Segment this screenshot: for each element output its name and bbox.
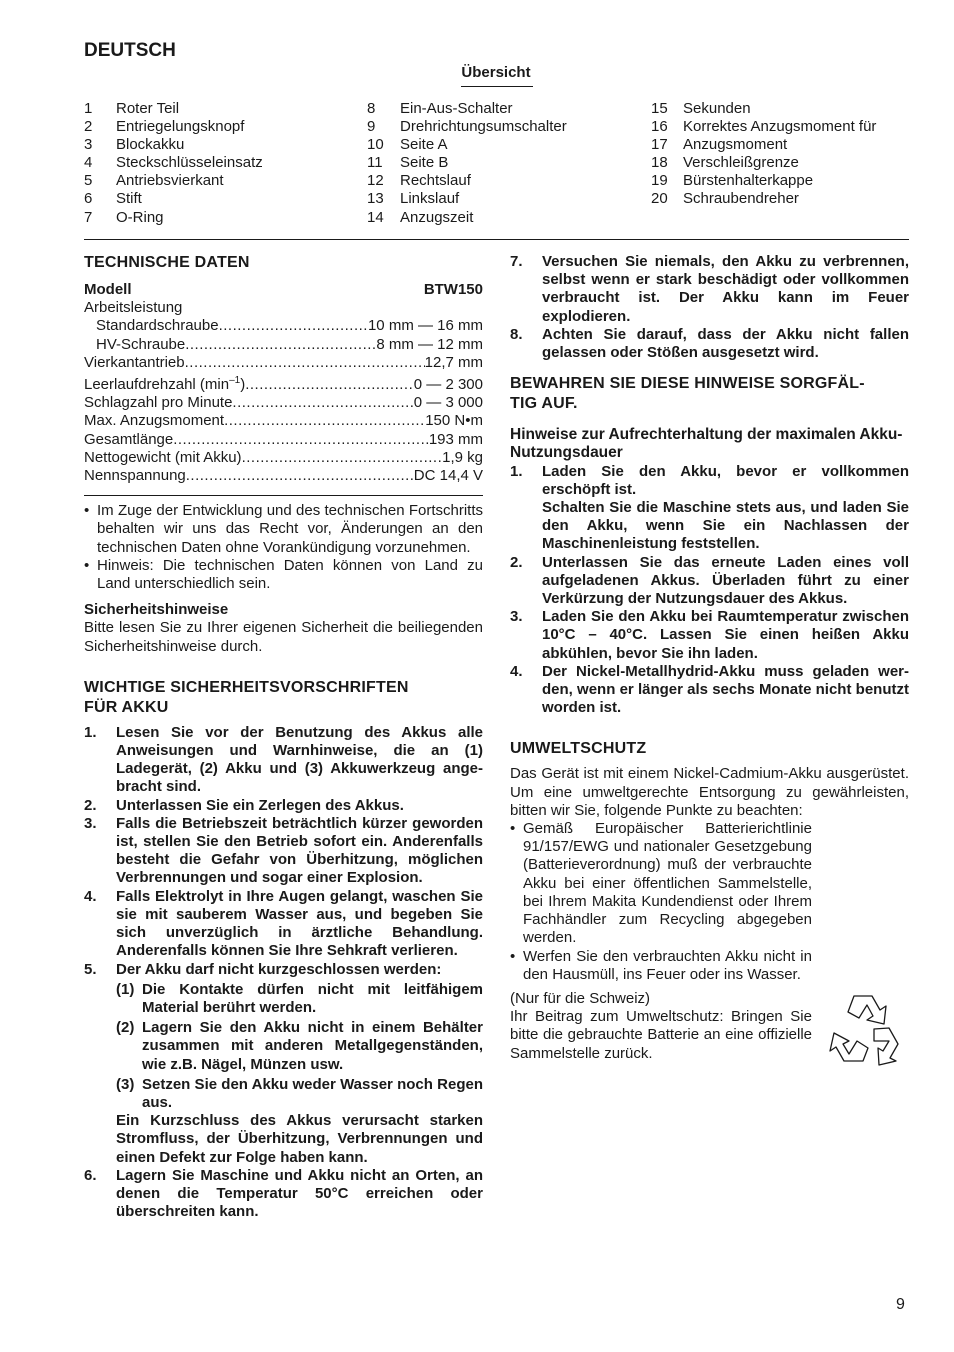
spec-value: 193 mm: [428, 430, 483, 448]
legend-item-number: 9: [367, 118, 376, 136]
sub-list-item: [84, 981, 483, 1017]
overview-title-text: Übersicht: [461, 64, 532, 87]
legend-item-number: 7: [84, 208, 93, 226]
legend-item-label: Roter Teil: [116, 100, 180, 117]
lifetime-heading: Hinweise zur Aufrechterhaltung der maximalen Akku-Nutzungsdauer: [510, 426, 903, 462]
sub-list-item-number: (1): [116, 980, 135, 998]
legend-item: [651, 190, 876, 208]
battery-rules-list: [84, 724, 483, 979]
list-item: [84, 888, 483, 961]
list-item-text: Laden Sie den Akku bei Raumtemperatur zwischen 10°C – 40°C. Lassen Sie einen heißen Akku abkühlen, bevor Sie ihn laden.: [542, 608, 909, 662]
overview-title: [0, 64, 954, 87]
list-item-text: Werfen Sie den verbrauchten Akku nicht in den Hausmüll, ins Feuer oder ins Wasser.: [523, 947, 812, 983]
spec-label-text: Gesamtlänge: [84, 430, 174, 448]
swiss-note: (Nur für die Schweiz): [510, 989, 651, 1007]
legend-item-number: 19: [651, 172, 668, 190]
spec-label: [84, 449, 242, 467]
spec-label: [84, 354, 185, 372]
safety-text: Bitte lesen Sie zu Ihrer eigenen Sicherheit die beiliegenden Sicherheitshinweise durch.: [84, 619, 483, 655]
list-item: [510, 948, 812, 984]
section-divider: [84, 239, 909, 240]
list-item-body: [542, 663, 909, 718]
model-value: BTW150: [423, 281, 483, 298]
legend-item: [84, 136, 263, 154]
legend-item-number: 8: [367, 100, 376, 117]
battery-rules-heading-line1: WICHTIGE SICHERHEITSVORSCHRIFTEN: [84, 678, 409, 696]
legend-item-label: Seite A: [400, 136, 448, 154]
legend-item-label: Ein-Aus-Schalter: [400, 100, 513, 117]
short-circuit-note: Ein Kurzschluss des Akkus verursacht starken Stromfluss, der Überhitzung, Verbrennungen und einen Defekt zur Folge haben kann.: [116, 1112, 483, 1166]
spec-label: [96, 317, 219, 335]
list-item: [510, 663, 909, 718]
legend-item: [651, 118, 876, 136]
list-item-number: 1.: [84, 723, 97, 741]
bullet-icon: •: [84, 556, 90, 574]
spec-value: DC 14,4 V: [413, 467, 483, 485]
legend-item: [367, 154, 567, 172]
legend-item-number: 15: [651, 100, 668, 117]
spec-value: 0 — 3 000: [413, 394, 483, 412]
legend-item-number: 13: [367, 190, 384, 208]
sub-list-item-text: Lagern Sie den Akku nicht in einem Behälter zusammen mit anderen Metallgegenständen, wie z.B. Nägel, Münzen usw.: [142, 1019, 483, 1073]
legend-item-label: Korrektes Anzugsmoment für: [683, 118, 877, 136]
spec-label-text: Nettogewicht (mit Akku): [84, 448, 242, 466]
legend-item: [84, 172, 263, 190]
list-item: [84, 815, 483, 888]
spec-row: [84, 412, 483, 430]
list-item-text: Hinweis: Die technischen Daten können von Land zu Land unterschiedlich sein.: [97, 556, 483, 593]
spec-leader-dots: [186, 467, 414, 485]
legend-item-number: 12: [367, 172, 384, 190]
list-item: [510, 253, 909, 326]
legend-item-label: Stift: [116, 190, 142, 208]
recycling-icon: [826, 990, 906, 1066]
legend-item: [84, 100, 263, 118]
legend-item-number: 4: [84, 154, 93, 172]
spec-value: 8 mm — 12 mm: [376, 335, 483, 353]
list-item-number: 5.: [84, 960, 97, 978]
left-column: [84, 253, 483, 1221]
legend-item-label: Rechtslauf: [400, 172, 471, 190]
legend-item-number: 10: [367, 136, 384, 154]
page-number: 9: [896, 1296, 905, 1313]
list-item-text: Lagern Sie Maschine und Akku nicht an Orten, an denen die Temperatur 50°C erreichen oder überschreiten kann.: [116, 1166, 483, 1221]
spec-label: [84, 412, 224, 430]
list-item: [84, 724, 483, 797]
legend-item-label: Sekunden: [683, 100, 751, 117]
legend-column-2: [367, 100, 567, 227]
spec-value: 150 N•m: [425, 412, 483, 430]
battery-rules-heading-line2: FÜR AKKU: [84, 698, 169, 716]
legend-item-number: 2: [84, 118, 93, 136]
spec-label-text: Max. Anzugsmoment: [84, 412, 225, 430]
list-item-number: 8.: [510, 325, 523, 343]
lifetime-list: [510, 463, 909, 718]
legend-item-label: Blockakku: [116, 136, 185, 154]
spec-label-superscript: –1: [229, 375, 241, 387]
legend-item-label: Drehrichtungsumschalter: [400, 118, 567, 136]
list-item-body: [542, 608, 909, 663]
list-item-text: Unterlassen Sie ein Zerlegen des Akkus.: [116, 796, 404, 814]
list-item: [510, 820, 812, 947]
model-row: [84, 281, 483, 299]
list-item-text: Falls Elektrolyt in Ihre Augen gelangt, waschen Sie sie mit sauberem Wasser aus, und begeben Sie sich unverzüglich in ärztliche Behandlung. Anderenfalls können Sie Ihre Sehkraft verlieren.: [116, 887, 483, 960]
legend-column-3: [651, 100, 876, 209]
list-item-text: Laden Sie den Akku, bevor er vollkommen erschöpft ist.: [542, 462, 909, 498]
sub-list-item-text: Setzen Sie den Akku weder Wasser noch Regen aus.: [142, 1075, 483, 1111]
legend-item-label: O-Ring: [116, 208, 164, 226]
list-item: [510, 554, 909, 609]
spec-row: [84, 336, 483, 354]
list-item-number: 6.: [84, 1166, 97, 1184]
spec-leader-dots: [224, 412, 425, 430]
legend-item-label: Anzugsmoment: [683, 136, 788, 154]
list-item-number: 2.: [510, 553, 523, 571]
spec-label: [84, 372, 245, 394]
spec-row: [84, 431, 483, 449]
legend-item-label: Antriebsvierkant: [116, 172, 224, 190]
list-item: [84, 557, 483, 593]
list-item: [510, 463, 909, 554]
battery-rules-heading: [84, 678, 483, 718]
keep-heading-line2: TIG AUF.: [510, 395, 578, 413]
list-item-number: 4.: [510, 662, 523, 680]
bullet-icon: •: [510, 820, 516, 838]
list-item: [510, 326, 909, 362]
legend-item: [651, 136, 876, 154]
legend-item-number: 6: [84, 190, 93, 208]
list-item-text: Im Zuge der Entwicklung und des technischen Fortschritts behalten wir uns das Recht vor, Änderungen an den technischen Daten ohne Vorankündigung vorzunehmen.: [97, 502, 483, 556]
legend-item: [651, 154, 876, 172]
spec-value: 0 — 2 300: [413, 376, 483, 394]
spec-value: 1,9 kg: [442, 448, 483, 466]
legend-item-label: Linkslauf: [400, 190, 460, 208]
list-item-text: Lesen Sie vor der Benutzung des Akkus alle Anweisungen und Warnhinweise, die an (1) Ladegerät, (2) Akku und (3) Akkuwerkzeug angebracht sind.: [116, 723, 483, 796]
environment-heading: UMWELTSCHUTZ: [510, 740, 647, 758]
safety-heading: Sicherheitshinweise: [84, 601, 229, 619]
legend-item-label: Anzugszeit: [400, 208, 474, 226]
spec-label-text: Standardschraube: [96, 317, 219, 335]
spec-label-text: Nennspannung: [84, 467, 186, 485]
list-item-text: Falls die Betriebszeit beträchtlich kürzer geworden ist, stellen Sie den Betrieb sofort ein. Anderenfalls besteht die Gefahr von Überhitzung, möglichen Verbrennungen und sogar einer Explosion.: [116, 814, 483, 887]
spec-row: [84, 354, 483, 372]
list-item-body: [542, 554, 909, 609]
legend-item-number: 16: [651, 118, 668, 136]
legend-item-number: 18: [651, 154, 668, 172]
specs-heading: TECHNISCHE DATEN: [84, 254, 250, 271]
legend-item-number: 3: [84, 136, 93, 154]
list-item-text: Achten Sie darauf, dass der Akku nicht fallen gelassen oder Stößen ausgesetzt wird.: [542, 325, 909, 362]
keep-heading-line1: BEWAHREN SIE DIESE HINWEISE SORGFÄL-: [510, 375, 865, 393]
legend-item: [651, 172, 876, 190]
list-item: [84, 1167, 483, 1222]
legend-item-label: Bürstenhalterkappe: [683, 172, 814, 190]
spec-group-label: Arbeitsleistung: [84, 299, 183, 317]
model-label: Modell: [84, 281, 132, 298]
spec-value: 10 mm — 16 mm: [367, 317, 483, 335]
list-item-number: 7.: [510, 253, 523, 270]
list-item-text: Der Akku darf nicht kurzgeschlossen werden:: [116, 960, 442, 978]
list-item-text-extra: Schalten Sie die Maschine stets aus, und laden Sie den Akku, wenn Sie ein Nachlassen der Maschinenleistung feststellen.: [542, 499, 909, 553]
legend-item: [367, 172, 567, 190]
legend-item: [84, 118, 263, 136]
list-item-number: 1.: [510, 462, 523, 480]
spec-row: [84, 372, 483, 394]
spec-table: [84, 317, 483, 485]
spec-label: [84, 467, 186, 485]
battery-rules-sublist: [84, 981, 483, 1112]
legend-item-number: 20: [651, 190, 668, 208]
spec-leader-dots: [185, 336, 376, 354]
sub-list-item-number: (3): [116, 1075, 135, 1093]
legend-item: [367, 209, 567, 227]
spec-label-suffix: ): [240, 376, 246, 394]
bullet-icon: •: [84, 502, 90, 520]
spec-value: 12,7 mm: [424, 353, 483, 371]
legend-item-label: Verschleißgrenze: [683, 154, 799, 172]
spec-row: [84, 317, 483, 335]
list-item: [84, 797, 483, 815]
list-item: [84, 502, 483, 557]
legend-item: [84, 190, 263, 208]
spec-leader-dots: [232, 394, 413, 412]
legend-item-number: 1: [84, 100, 93, 117]
legend-item: [367, 136, 567, 154]
list-item-text: Gemäß Europäischer Batterierichtlinie 91/157/EWG und nationaler Gesetzgebung (Batterieverordnung) muß der verbrauchte Akku bei einer öffentlichen Sammelstelle, bei Ihrem Makita Kundendienst oder Ihrem Fachhändler zum Recycling abgegeben werden.: [523, 820, 812, 947]
spec-leader-dots: [242, 449, 443, 467]
spec-leader-dots: [185, 354, 425, 372]
specs-rule: [84, 495, 483, 496]
legend-item: [367, 100, 567, 118]
list-item-text: Der Nickel-Metallhydrid-Akku muss geladen werden, wenn er länger als sechs Monate nicht benutzt worden ist.: [542, 662, 909, 717]
list-item-number: 2.: [84, 796, 97, 814]
sub-list-item-number: (2): [116, 1019, 135, 1037]
spec-label-text: Vierkantantrieb: [84, 353, 185, 371]
list-item-number: 3.: [84, 814, 97, 832]
list-item-text: Versuchen Sie niemals, den Akku zu verbrennen, selbst wenn er stark beschädigt oder vollkommen verbraucht ist. Der Akku kann im Feuer explodieren.: [542, 253, 909, 325]
spec-label-text: HV-Schraube: [96, 335, 186, 353]
list-item-number: 3.: [510, 608, 523, 626]
spec-row: [84, 449, 483, 467]
sub-list-item-text: Die Kontakte dürfen nicht mit leitfähigem Material berührt werden.: [142, 980, 483, 1016]
legend-item-label: Steckschlüsseleinsatz: [116, 154, 263, 172]
spec-leader-dots: [245, 376, 414, 394]
legend-column-1: [84, 100, 263, 227]
spec-leader-dots: [173, 431, 429, 449]
legend-item: [84, 209, 263, 227]
environment-intro: Das Gerät ist mit einem Nickel-Cadmium-Akku ausgerüstet. Um eine umweltgerechte Entsorgung zu gewährleisten, bitten wir Sie, folgende Punkte zu beachten:: [510, 765, 909, 819]
spec-label-text: Schlagzahl pro Minute: [84, 394, 233, 412]
sub-list-item: [84, 1076, 483, 1112]
legend-item-label: Entriegelungsknopf: [116, 118, 245, 136]
list-item-text: Unterlassen Sie das erneute Laden eines voll aufgeladenen Akkus. Überladen führt zu einer Verkürzung der Nutzungsdauer des Akkus.: [542, 553, 909, 608]
spec-row: [84, 467, 483, 485]
legend-item-number: 14: [367, 208, 384, 226]
legend-item-label: Seite B: [400, 154, 449, 172]
legend-item-label: Schraubendreher: [683, 190, 799, 208]
list-item-number: 4.: [84, 887, 97, 905]
legend-item: [84, 154, 263, 172]
spec-row: [84, 394, 483, 412]
spec-label: [84, 431, 173, 449]
legend-item-number: 5: [84, 172, 93, 190]
legend-item-number: 17: [651, 136, 668, 154]
legend-item: [651, 100, 876, 118]
keep-instructions-heading: [510, 374, 909, 414]
right-column: [510, 253, 909, 1063]
list-item: [510, 608, 909, 663]
legend-item: [367, 118, 567, 136]
sub-list-item: [84, 1019, 483, 1074]
language-heading: DEUTSCH: [84, 40, 176, 61]
list-item-body: [542, 463, 909, 554]
spec-label: [84, 394, 232, 412]
spec-label-text: Leerlaufdrehzahl (min: [84, 376, 230, 394]
spec-leader-dots: [219, 317, 368, 335]
legend-item: [367, 190, 567, 208]
list-item: [84, 961, 483, 979]
legend-item-number: 11: [367, 154, 383, 172]
bullet-icon: •: [510, 947, 516, 965]
swiss-text: Ihr Beitrag zum Umweltschutz: Bringen Sie bitte die gebrauchte Batterie an eine offizielle Sammelstelle zurück.: [510, 1008, 812, 1062]
spec-label: [96, 336, 185, 354]
spec-notes: [84, 502, 483, 593]
environment-bullets: [510, 820, 812, 984]
